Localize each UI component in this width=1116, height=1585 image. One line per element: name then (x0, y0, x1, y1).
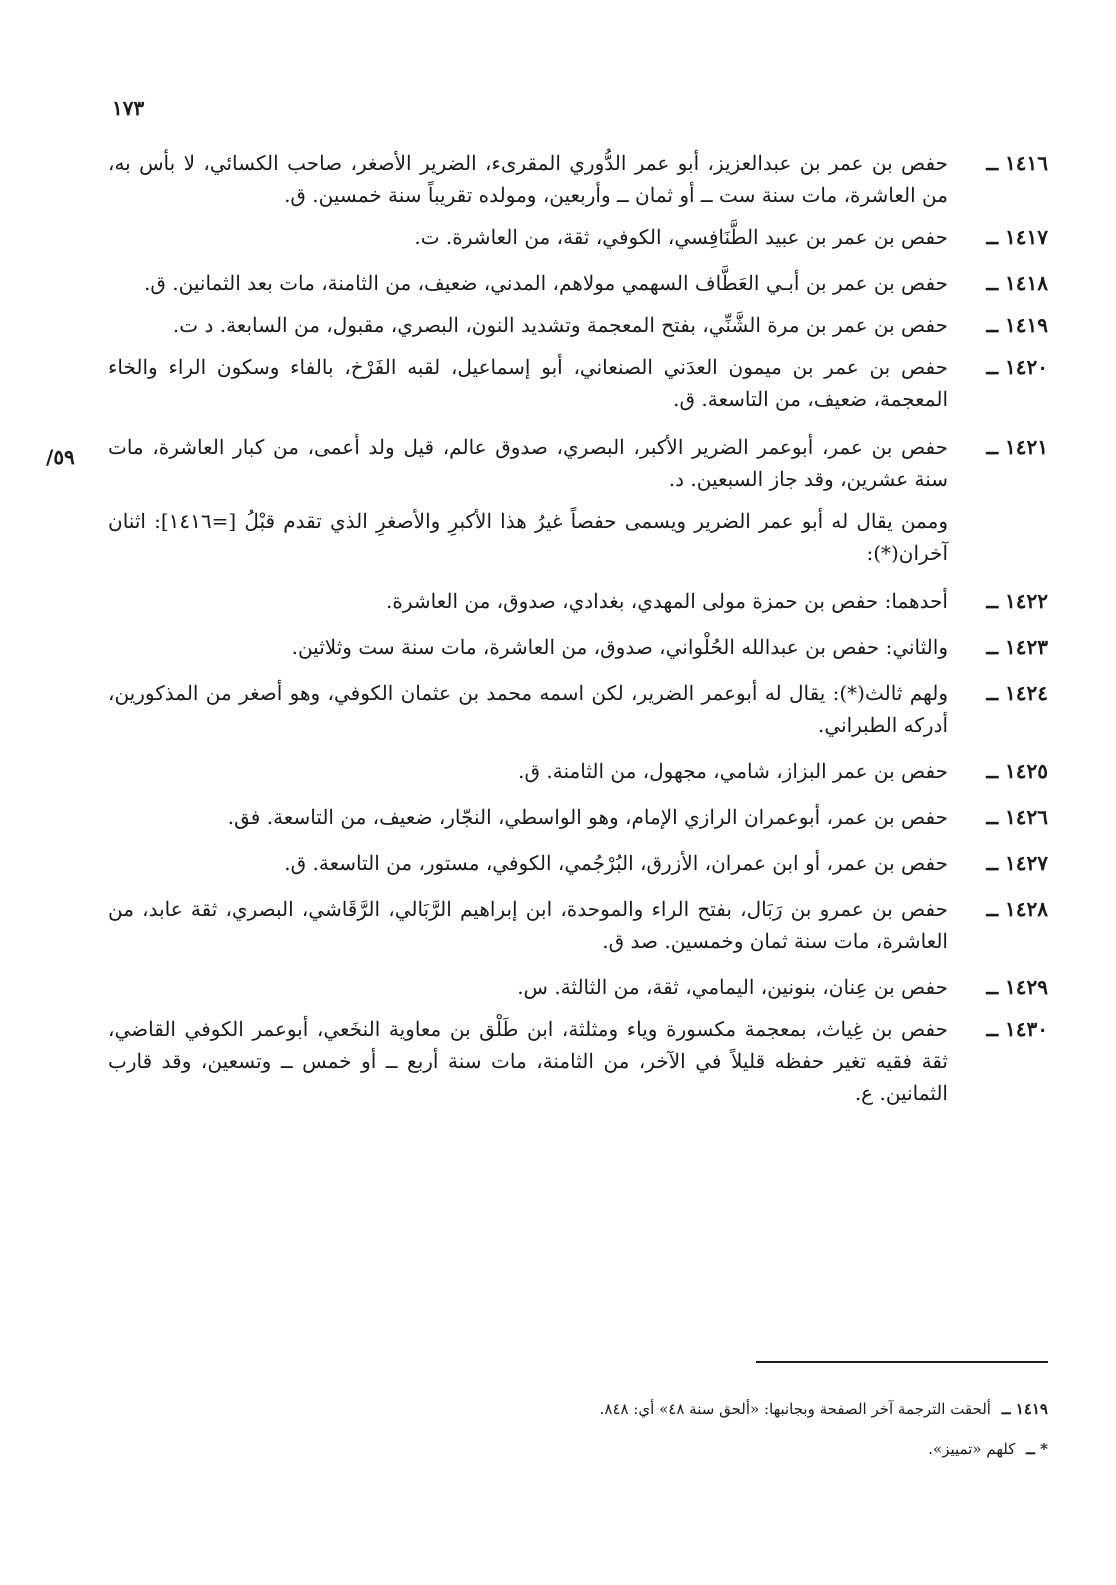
entry-number: ١٤٢١ ــ (986, 435, 1048, 459)
entry-text: ولهم ثالث(*): يقال له أبوعمر الضرير، لكن اسمه محمد بن عثمان الكوفي، وهو أصغر من المذكورين، أدركه الطبراني. (108, 681, 948, 737)
entry-1430 (108, 1013, 1048, 1109)
entry-1428 (108, 893, 1048, 957)
footnote-1419 (420, 1398, 1048, 1420)
entry-1423 (108, 631, 1048, 663)
footnote-number: * ــ (1026, 1440, 1048, 1458)
entry-number: ١٤٢٢ ــ (986, 589, 1048, 613)
entry-1422 (108, 585, 1048, 617)
entry-text: حفص بن عمر، أو ابن عمران، الأزرق، البُرْجُمي، الكوفي، مستور، من التاسعة. ق. (284, 851, 948, 875)
note-paragraph: وممن يقال له أبو عمر الضرير ويسمى حفصاً غيرُ هذا الأكبرِ والأصغرِ الذي تقدم قبْلُ [=١٤١٦]: اثنان آخران(*): (108, 509, 948, 565)
entry-number: ١٤٢٥ ــ (986, 759, 1048, 783)
entry-text: أحدهما: حفص بن حمزة مولى المهدي، بغدادي، صدوق، من العاشرة. (386, 589, 948, 613)
entry-text: حفص بن عمر بن مرة الشَّنِّي، بفتح المعجمة وتشديد النون، البصري، مقبول، من السابعة. د ت. (172, 313, 948, 337)
entry-number: ١٤٢٣ ــ (986, 635, 1048, 659)
page-number: ١٧٣ (112, 96, 145, 120)
entry-number: ١٤٢٠ ــ (986, 355, 1048, 379)
entry-text: حفص بن عمر بن عبيد الطَّنَافِسي، الكوفي، ثقة، من العاشرة. ت. (414, 225, 948, 249)
entry-text: حفص بن غِياث، بمعجمة مكسورة وياء ومثلثة، ابن طَلْق بن معاوية النخَعي، أبوعمر الكوفي القاضي، ثقة فقيه تغير حفظه قليلاً في الآخر، من الثامنة، مات سنة أربع ــ أو خمس ــ وتسعين، وقد قارب الثمانين. ع. (108, 1017, 948, 1105)
entry-1417 (108, 221, 1048, 253)
footnote-divider (756, 1361, 1048, 1363)
entry-1416 (108, 147, 1048, 211)
entry-text: حفص بن عمر بن أبـي العَطَّاف السهمي مولاهم، المدني، ضعيف، من الثامنة، مات بعد الثمانين. ق. (144, 271, 948, 295)
entry-number: ١٤٢٦ ــ (986, 805, 1048, 829)
main-text (108, 147, 1048, 1109)
entry-1429 (108, 971, 1048, 1003)
entry-text: حفص بن عمر، أبوعمران الرازي الإمام، وهو الواسطي، النجّار، ضعيف، من التاسعة. فق. (227, 805, 948, 829)
footnote-text: ألحقت الترجمة آخر الصفحة وبجانبها: «ألحق سنة ٤٨» أي: ٨٤٨. (599, 1400, 991, 1418)
entry-text: حفص بن عِنان، بنونين، اليمامي، ثقة، من الثالثة. س. (517, 975, 948, 999)
entry-1427 (108, 847, 1048, 879)
footnote-number: ١٤١٩ ــ (1001, 1400, 1048, 1418)
entry-number: ١٤٢٨ ــ (986, 897, 1048, 921)
entry-number: ١٤٢٩ ــ (986, 975, 1048, 999)
entry-text: حفص بن عمرو بن رَبَال، بفتح الراء والموحدة، ابن إبراهيم الرَّبَالي، الرَّقَاشي، البصري، ثقة عابد، من العاشرة، مات سنة ثمان وخمسين. صد ق. (108, 897, 948, 953)
entry-1419 (108, 309, 1048, 341)
entry-1418 (108, 267, 1048, 299)
entry-1421 (108, 431, 1048, 495)
entry-text: والثاني: حفص بن عبدالله الحُلْواني، صدوق، من العاشرة، مات سنة ست وثلاثين. (291, 635, 948, 659)
entry-number: ١٤٢٤ ــ (986, 681, 1048, 705)
footnote-asterisk (420, 1438, 1048, 1460)
entry-1424 (108, 677, 1048, 741)
entry-number: ١٤١٦ ــ (986, 151, 1048, 175)
entry-1425 (108, 755, 1048, 787)
footnote-text: كلهم «تمييز». (928, 1440, 1016, 1458)
margin-note: /٥٩ (46, 445, 75, 469)
footnotes (420, 1398, 1048, 1460)
entry-number: ١٤١٧ ــ (986, 225, 1048, 249)
entry-text: حفص بن عمر بن ميمون العدَني الصنعاني، أبو إسماعيل، لقبه الفَرْخ، بالفاء وسكون الراء والخاء المعجمة، ضعيف، من التاسعة. ق. (108, 355, 948, 411)
entry-text: حفص بن عمر، أبوعمر الضرير الأكبر، البصري، صدوق عالم، قيل ولد أعمى، من كبار العاشرة، مات سنة عشرين، وقد جاز السبعين. د. (108, 435, 948, 491)
entry-text: حفص بن عمر بن عبدالعزيز، أبو عمر الدُّوري المقرىء، الضرير الأصغر، صاحب الكسائي، لا بأس به، من العاشرة، مات سنة ست ــ أو ثمان ــ وأربعين، ومولده تقريباً سنة خمسين. ق. (108, 151, 948, 207)
entry-text: حفص بن عمر البزاز، شامي، مجهول، من الثامنة. ق. (518, 759, 948, 783)
entry-1426 (108, 801, 1048, 833)
entry-number: ١٤٢٧ ــ (986, 851, 1048, 875)
entry-number: ١٤١٨ ــ (986, 271, 1048, 295)
entry-1420 (108, 351, 1048, 415)
entry-number: ١٤١٩ ــ (986, 313, 1048, 337)
entry-number: ١٤٣٠ ــ (986, 1017, 1048, 1041)
